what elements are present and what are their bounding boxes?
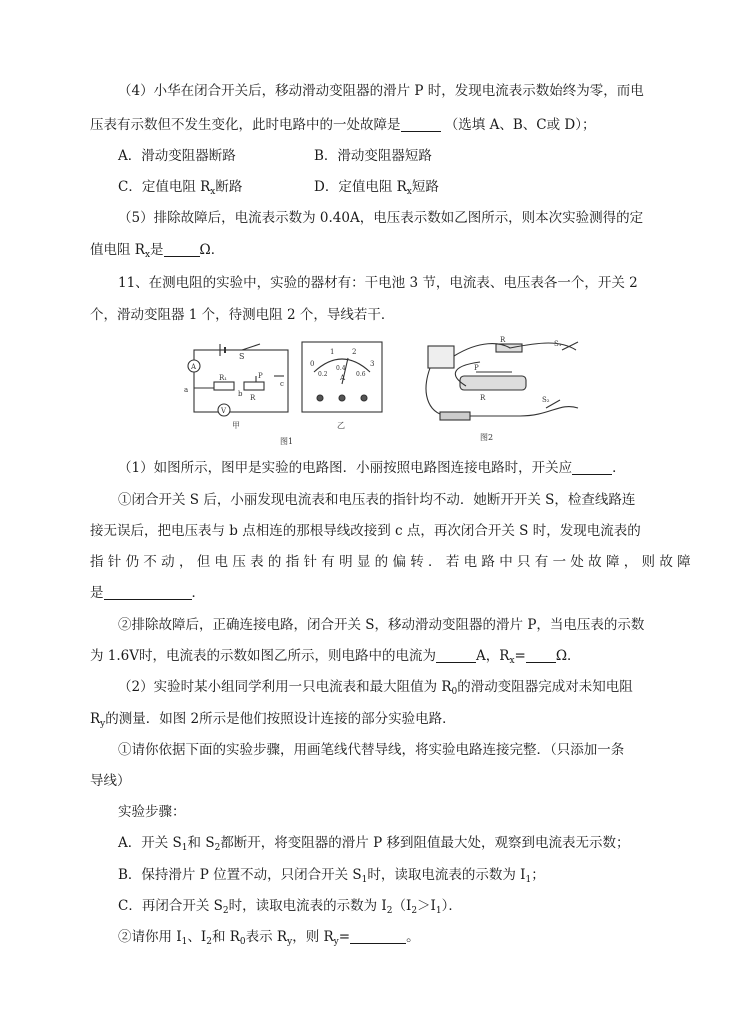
- fig-label-rx: R₁: [219, 374, 228, 382]
- part1-switch-blank[interactable]: [572, 460, 612, 475]
- q4-option-c-tail: 断路: [215, 179, 243, 195]
- part1-line1-text: （1）如图所示，图甲是实验的电路图．小丽按照电路图连接电路时，开关应: [118, 460, 573, 476]
- part1-c2-line2-mid: A，R: [476, 648, 510, 664]
- part1-c2-line2: [90, 647, 581, 670]
- step-c-mid: 时，读取电流表的示数为 I: [228, 898, 387, 914]
- fig2-label-s2: S₂: [542, 396, 550, 404]
- dial-unit-a: A: [340, 374, 346, 382]
- dial-tick-0-6: 0.6: [356, 371, 366, 378]
- q11-line2: 个，滑动变阻器 1 个，待测电阻 2 个，导线若干．: [90, 307, 395, 323]
- part1-c2-line1: ②排除故障后，正确连接电路，闭合开关 S，移动滑动变阻器的滑片 P，当电压表的示数: [118, 617, 645, 633]
- dial-tick-1: 1: [330, 348, 335, 356]
- part1-rx-blank[interactable]: [526, 648, 556, 663]
- part2-c2-m5: =: [338, 929, 351, 945]
- q11-line1: 11、在测电阻的实验中，实验的器材有：干电池 3 节，电流表、电压表各一个，开关 2: [118, 275, 638, 291]
- part2-c2-text: ②请你用 I: [118, 929, 182, 945]
- q4-option-d-tail: 短路: [411, 179, 439, 195]
- q5-line2-mid: 是: [150, 242, 164, 258]
- q4-option-c-text: C．定值电阻 R: [118, 179, 211, 195]
- part2-line2: [90, 710, 456, 733]
- part1-line1: [118, 459, 626, 477]
- dial-tick-0-2: 0.2: [318, 371, 328, 378]
- step-a-text: A．开关 S: [118, 835, 182, 851]
- q4-option-c: [118, 178, 242, 201]
- step-a-tail: 都断开，将变阻器的滑片 P 移到阻值最大处，观察到电流表无示数；: [220, 835, 630, 851]
- part2-c2-sub0: 0: [239, 937, 246, 947]
- q5-line2-sub: x: [144, 250, 151, 260]
- dial-tick-2: 2: [352, 348, 357, 356]
- part1-current-blank[interactable]: [436, 648, 476, 663]
- q5-line1: （5）排除故障后，电流表示数为 0.40A，电压表示数如乙图所示，则本次实验测得的定: [118, 210, 644, 226]
- part1-c1-line3: 指 针 仍 不 动 ， 但 电 压 表 的 指 针 有 明 显 的 偏 转 ． 若 电 路 中 只 有 一 处 故 障 ， 则 故 障: [90, 554, 691, 570]
- part1-c2-line2-eq: =: [514, 648, 526, 664]
- q4-line2: [90, 116, 595, 134]
- fig-label-r: R: [250, 394, 256, 402]
- q4-answer-blank[interactable]: [401, 117, 441, 132]
- part2-c2-m2: 和 R: [211, 929, 240, 945]
- fig2-label-r: R: [480, 394, 486, 402]
- step-a-mid: 和 S: [187, 835, 215, 851]
- part1-c2-line2-text: 为 1.6V时，电流表的示数如图乙所示，则电路中的电流为: [90, 648, 437, 664]
- part2-c2-m4: ，则 R: [292, 929, 334, 945]
- step-b-sub-i1: 1: [525, 875, 532, 885]
- fig-caption-2: 图2: [480, 433, 494, 442]
- part2-c2-line: [118, 928, 420, 951]
- figure-jia-circuit: [188, 344, 288, 416]
- step-a: [118, 834, 629, 857]
- step-b-text: B．保持滑片 P 位置不动，只闭合开关 S: [118, 867, 362, 883]
- part1-c1-line4: [90, 584, 205, 602]
- step-a-sub1: 1: [181, 843, 188, 853]
- step-c-text: C．再闭合开关 S: [118, 898, 223, 914]
- fig-label-yi: 乙: [337, 421, 345, 430]
- part2-c2-end: 。: [406, 929, 420, 945]
- fig2-label-s1: S₁: [554, 340, 562, 348]
- part2-ry-blank[interactable]: [350, 929, 406, 944]
- step-c-sub-i2b: 2: [411, 906, 418, 916]
- step-b-sub1: 1: [361, 875, 368, 885]
- circuit-figures: [180, 336, 600, 448]
- fig-label-s: S: [239, 352, 245, 361]
- q4-line1: （4）小华在闭合开关后，移动滑动变阻器的滑片 P 时，发现电流表示数始终为零，而电: [118, 83, 644, 99]
- part2-line1-tail: 的滑动变阻器完成对未知电阻: [457, 679, 633, 695]
- part1-c1-line4-text: 是: [90, 585, 104, 601]
- part2-c2-m1: 、I: [187, 929, 207, 945]
- part2-line1-text: （2）实验时某小组同学利用一只电流表和最大阻值为 R: [118, 679, 452, 695]
- fig-label-c-point: c: [280, 380, 284, 388]
- step-c-tail: ）．: [441, 898, 462, 914]
- fig-label-p: P: [258, 372, 263, 380]
- part2-c2-suby: y: [287, 937, 293, 947]
- q4-option-c-sub: x: [210, 187, 216, 197]
- dial-tick-0-4: 0.4: [336, 365, 346, 372]
- part1-c1-line4-end: ．: [191, 585, 205, 601]
- part2-line1: [118, 678, 633, 701]
- step-a-sub2: 2: [214, 843, 221, 853]
- part1-line1-end: ．: [612, 460, 626, 476]
- part1-c2-line2-sub: x: [509, 656, 515, 666]
- step-c: [118, 897, 462, 920]
- part2-c2-sub2: 2: [206, 937, 212, 947]
- step-c-sub-i1: 1: [435, 906, 442, 916]
- dial-tick-3: 3: [370, 360, 375, 368]
- part2-line2-tail: 的测量．如图 2所示是他们按照设计连接的部分实验电路．: [105, 711, 456, 727]
- fig2-label-r-top: R: [500, 336, 506, 344]
- q4-option-b: B．滑动变阻器短路: [314, 148, 432, 164]
- q5-line2-tail: Ω．: [199, 242, 225, 258]
- q4-option-d: [314, 178, 439, 201]
- part1-c1-line2: 接无误后，把电压表与 b 点相连的那根导线改接到 c 点，再次闭合开关 S 时，发现电流表的: [90, 523, 641, 539]
- part2-c2-sub1: 1: [181, 937, 188, 947]
- step-b: [118, 866, 545, 889]
- fig-label-jia: 甲: [232, 421, 240, 430]
- step-c-sub-s2: 2: [222, 906, 229, 916]
- part2-c1-line2: 导线）: [90, 773, 131, 789]
- part2-line2-sub: y: [100, 719, 106, 729]
- fig-label-v: V: [221, 407, 227, 415]
- part1-c2-line2-end: Ω．: [555, 648, 581, 664]
- fig-label-b-point: b: [238, 390, 243, 398]
- part2-c1-line1: ①请你依据下面的实验步骤，用画笔线代替导线，将实验电路连接完整．（只添加一条: [118, 742, 625, 758]
- fig-label-a: A: [191, 363, 197, 371]
- step-b-mid: 时，读取电流表的示数为 I: [367, 867, 526, 883]
- q5-line2-text: 值电阻 R: [90, 242, 145, 258]
- step-c-sub-i2: 2: [386, 906, 393, 916]
- fig2-label-p: P: [474, 364, 479, 372]
- part2-c2-m3: 表示 R: [245, 929, 288, 945]
- fig-label-a-point: a: [184, 386, 189, 394]
- q4-line2-text: 压表有示数但不发生变化，此时电路中的一处故障是: [90, 117, 401, 133]
- fig-caption-1: 图1: [280, 437, 294, 446]
- figure-2-apparatus: [426, 342, 578, 420]
- part2-line1-sub: 0: [451, 687, 458, 697]
- q4-option-d-sub: x: [406, 187, 412, 197]
- part1-fault-blank[interactable]: [104, 585, 192, 600]
- step-c-gt: ＞I: [417, 898, 436, 914]
- dial-tick-0: 0: [310, 360, 315, 368]
- q5-line2: [90, 241, 224, 264]
- q4-option-a: A．滑动变阻器断路: [118, 148, 236, 164]
- q5-answer-blank[interactable]: [164, 242, 200, 257]
- step-c-paren: （I: [392, 898, 412, 914]
- steps-title: 实验步骤：: [118, 804, 186, 820]
- step-b-tail: ；: [531, 867, 545, 883]
- q4-line2-tail: （选填 A、B、C或 D）；: [444, 117, 596, 133]
- part2-c2-suby2: y: [333, 937, 339, 947]
- q4-option-d-text: D．定值电阻 R: [314, 179, 407, 195]
- part2-line2-text: R: [90, 711, 101, 727]
- part1-c1-line1: ①闭合开关 S 后，小丽发现电流表和电压表的指针均不动．她断开开关 S，检查线路连: [118, 492, 636, 508]
